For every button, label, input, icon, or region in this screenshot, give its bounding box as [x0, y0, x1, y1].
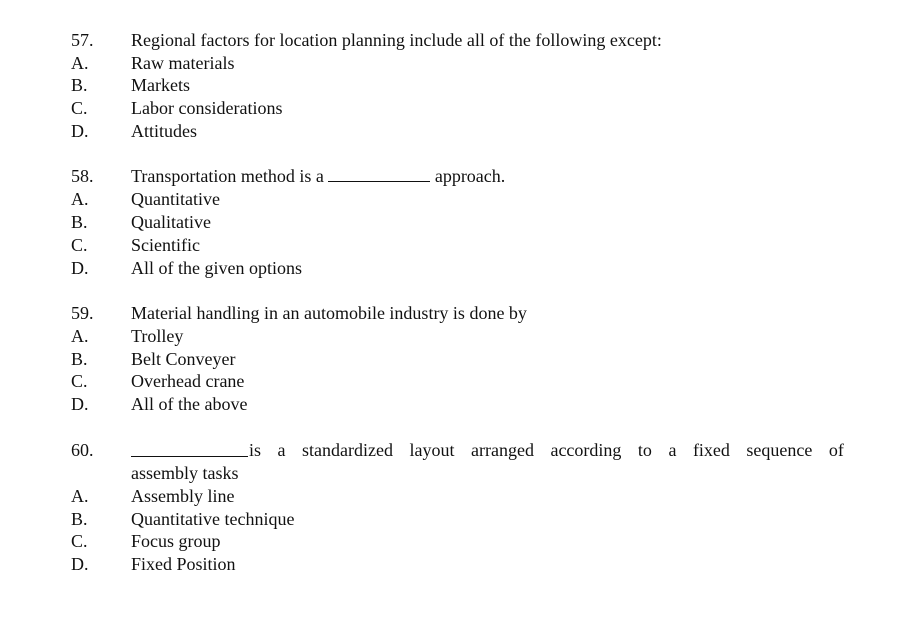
option-letter: D.	[71, 258, 89, 278]
option-text: Qualitative	[131, 212, 211, 232]
option-letter: C.	[71, 98, 88, 118]
question-stem-justified	[249, 439, 844, 461]
question-number: 59.	[71, 303, 94, 323]
option-letter: B.	[71, 509, 88, 529]
option-letter: D.	[71, 121, 89, 141]
stem-word: standardized	[302, 440, 393, 460]
option-letter: D.	[71, 554, 89, 574]
question-stem	[131, 165, 505, 187]
option-letter: C.	[71, 531, 88, 551]
question-stem-before: Transportation method is a	[131, 166, 324, 186]
fill-blank	[131, 442, 248, 457]
question-stem-line-1	[0, 439, 902, 461]
option-letter: D.	[71, 394, 89, 414]
option-text: Belt Conveyer	[131, 349, 236, 369]
stem-word: is	[249, 440, 262, 460]
option-text: Trolley	[131, 326, 184, 346]
stem-word: a	[668, 440, 677, 460]
question-stem-continuation: assembly tasks	[131, 463, 239, 483]
stem-word: of	[828, 440, 844, 460]
option-text: Scientific	[131, 235, 200, 255]
stem-word: sequence	[746, 440, 813, 460]
option-letter: A.	[71, 53, 89, 73]
stem-word: to	[637, 440, 652, 460]
option-text: Quantitative	[131, 189, 220, 209]
option-text: Attitudes	[131, 121, 197, 141]
option-text: Fixed Position	[131, 554, 236, 574]
option-letter: B.	[71, 349, 88, 369]
stem-word: layout	[409, 440, 455, 460]
stem-word: fixed	[692, 440, 730, 460]
question-number: 57.	[71, 30, 94, 50]
stem-word: according	[550, 440, 622, 460]
option-letter: A.	[71, 486, 89, 506]
option-letter: B.	[71, 212, 88, 232]
option-text: All of the above	[131, 394, 248, 414]
fill-blank	[328, 167, 430, 182]
option-letter: A.	[71, 189, 89, 209]
option-text: Markets	[131, 75, 190, 95]
question-stem: Regional factors for location planning include all of the following except:	[131, 30, 662, 50]
option-letter: C.	[71, 371, 88, 391]
question-number: 58.	[71, 166, 94, 186]
question-stem: Material handling in an automobile industry is done by	[131, 303, 527, 323]
option-text: Raw materials	[131, 53, 235, 73]
option-text: All of the given options	[131, 258, 302, 278]
option-text: Quantitative technique	[131, 509, 295, 529]
option-text: Overhead crane	[131, 371, 245, 391]
option-letter: B.	[71, 75, 88, 95]
option-text: Focus group	[131, 531, 221, 551]
question-stem-after: approach.	[434, 166, 506, 186]
option-letter: A.	[71, 326, 89, 346]
question-number: 60.	[71, 440, 94, 460]
option-text: Labor considerations	[131, 98, 283, 118]
option-text: Assembly line	[131, 486, 235, 506]
stem-word: arranged	[470, 440, 534, 460]
option-letter: C.	[71, 235, 88, 255]
stem-word: a	[277, 440, 286, 460]
